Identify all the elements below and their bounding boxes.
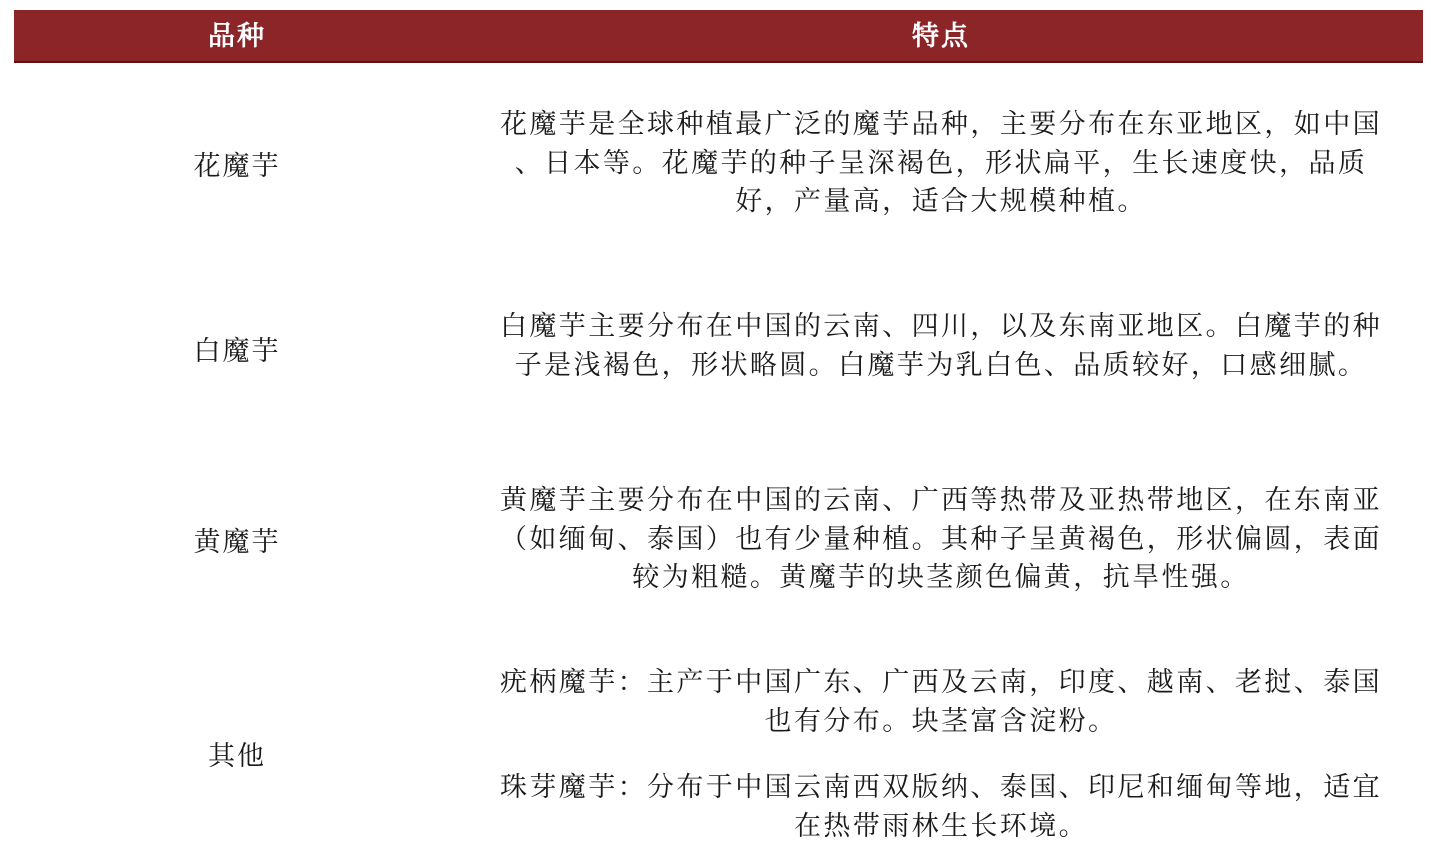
- sub-variety-paragraph: [469, 769, 1413, 846]
- description-line: 黄魔芋主要分布在中国的云南、广西等热带及亚热带地区，在东南亚: [500, 485, 1382, 516]
- description-line: 白魔芋主要分布在中国的云南、四川，以及东南亚地区。白魔芋的种: [500, 311, 1382, 342]
- description-line: 花魔芋是全球种植最广泛的魔芋品种，主要分布在东亚地区，如中国: [500, 109, 1382, 140]
- variety-name: 花魔芋: [193, 151, 281, 182]
- description-line: 疣柄魔芋：主产于中国广东、广西及云南，印度、越南、老挝、泰国: [500, 667, 1382, 698]
- variety-name: 其他: [208, 741, 266, 772]
- table-row: [14, 308, 1423, 386]
- variety-description: [469, 664, 1413, 846]
- variety-description: [469, 106, 1413, 222]
- description-line: 好，产量高，适合大规模种植。: [735, 186, 1147, 217]
- description-line: 也有分布。块茎富含淀粉。: [764, 705, 1118, 737]
- konjac-varieties-table: [14, 10, 1423, 842]
- variety-description: [469, 308, 1413, 385]
- sub-variety-paragraph: [469, 664, 1413, 741]
- variety-name: 黄魔芋: [193, 527, 281, 558]
- table-row: [14, 482, 1423, 598]
- description-line: （如缅甸、泰国）也有少量种植。其种子呈黄褐色，形状偏圆，表面: [500, 523, 1382, 555]
- header-features: 特点: [912, 21, 970, 52]
- description-line: 珠芽魔芋：分布于中国云南西双版纳、泰国、印尼和缅甸等地，适宜: [500, 772, 1382, 803]
- description-line: 、日本等。花魔芋的种子呈深褐色，形状扁平，生长速度快，品质: [514, 147, 1368, 179]
- table-row: [14, 106, 1423, 222]
- variety-name: 白魔芋: [193, 336, 281, 367]
- table-header: [14, 10, 1423, 63]
- table-row: [14, 664, 1423, 844]
- header-variety: 品种: [208, 21, 266, 52]
- variety-description: [469, 482, 1413, 598]
- description-line: 在热带雨林生长环境。: [794, 810, 1088, 842]
- description-line: 较为粗糙。黄魔芋的块茎颜色偏黄，抗旱性强。: [632, 562, 1250, 593]
- description-line: 子是浅褐色，形状略圆。白魔芋为乳白色、品质较好，口感细腻。: [514, 349, 1368, 381]
